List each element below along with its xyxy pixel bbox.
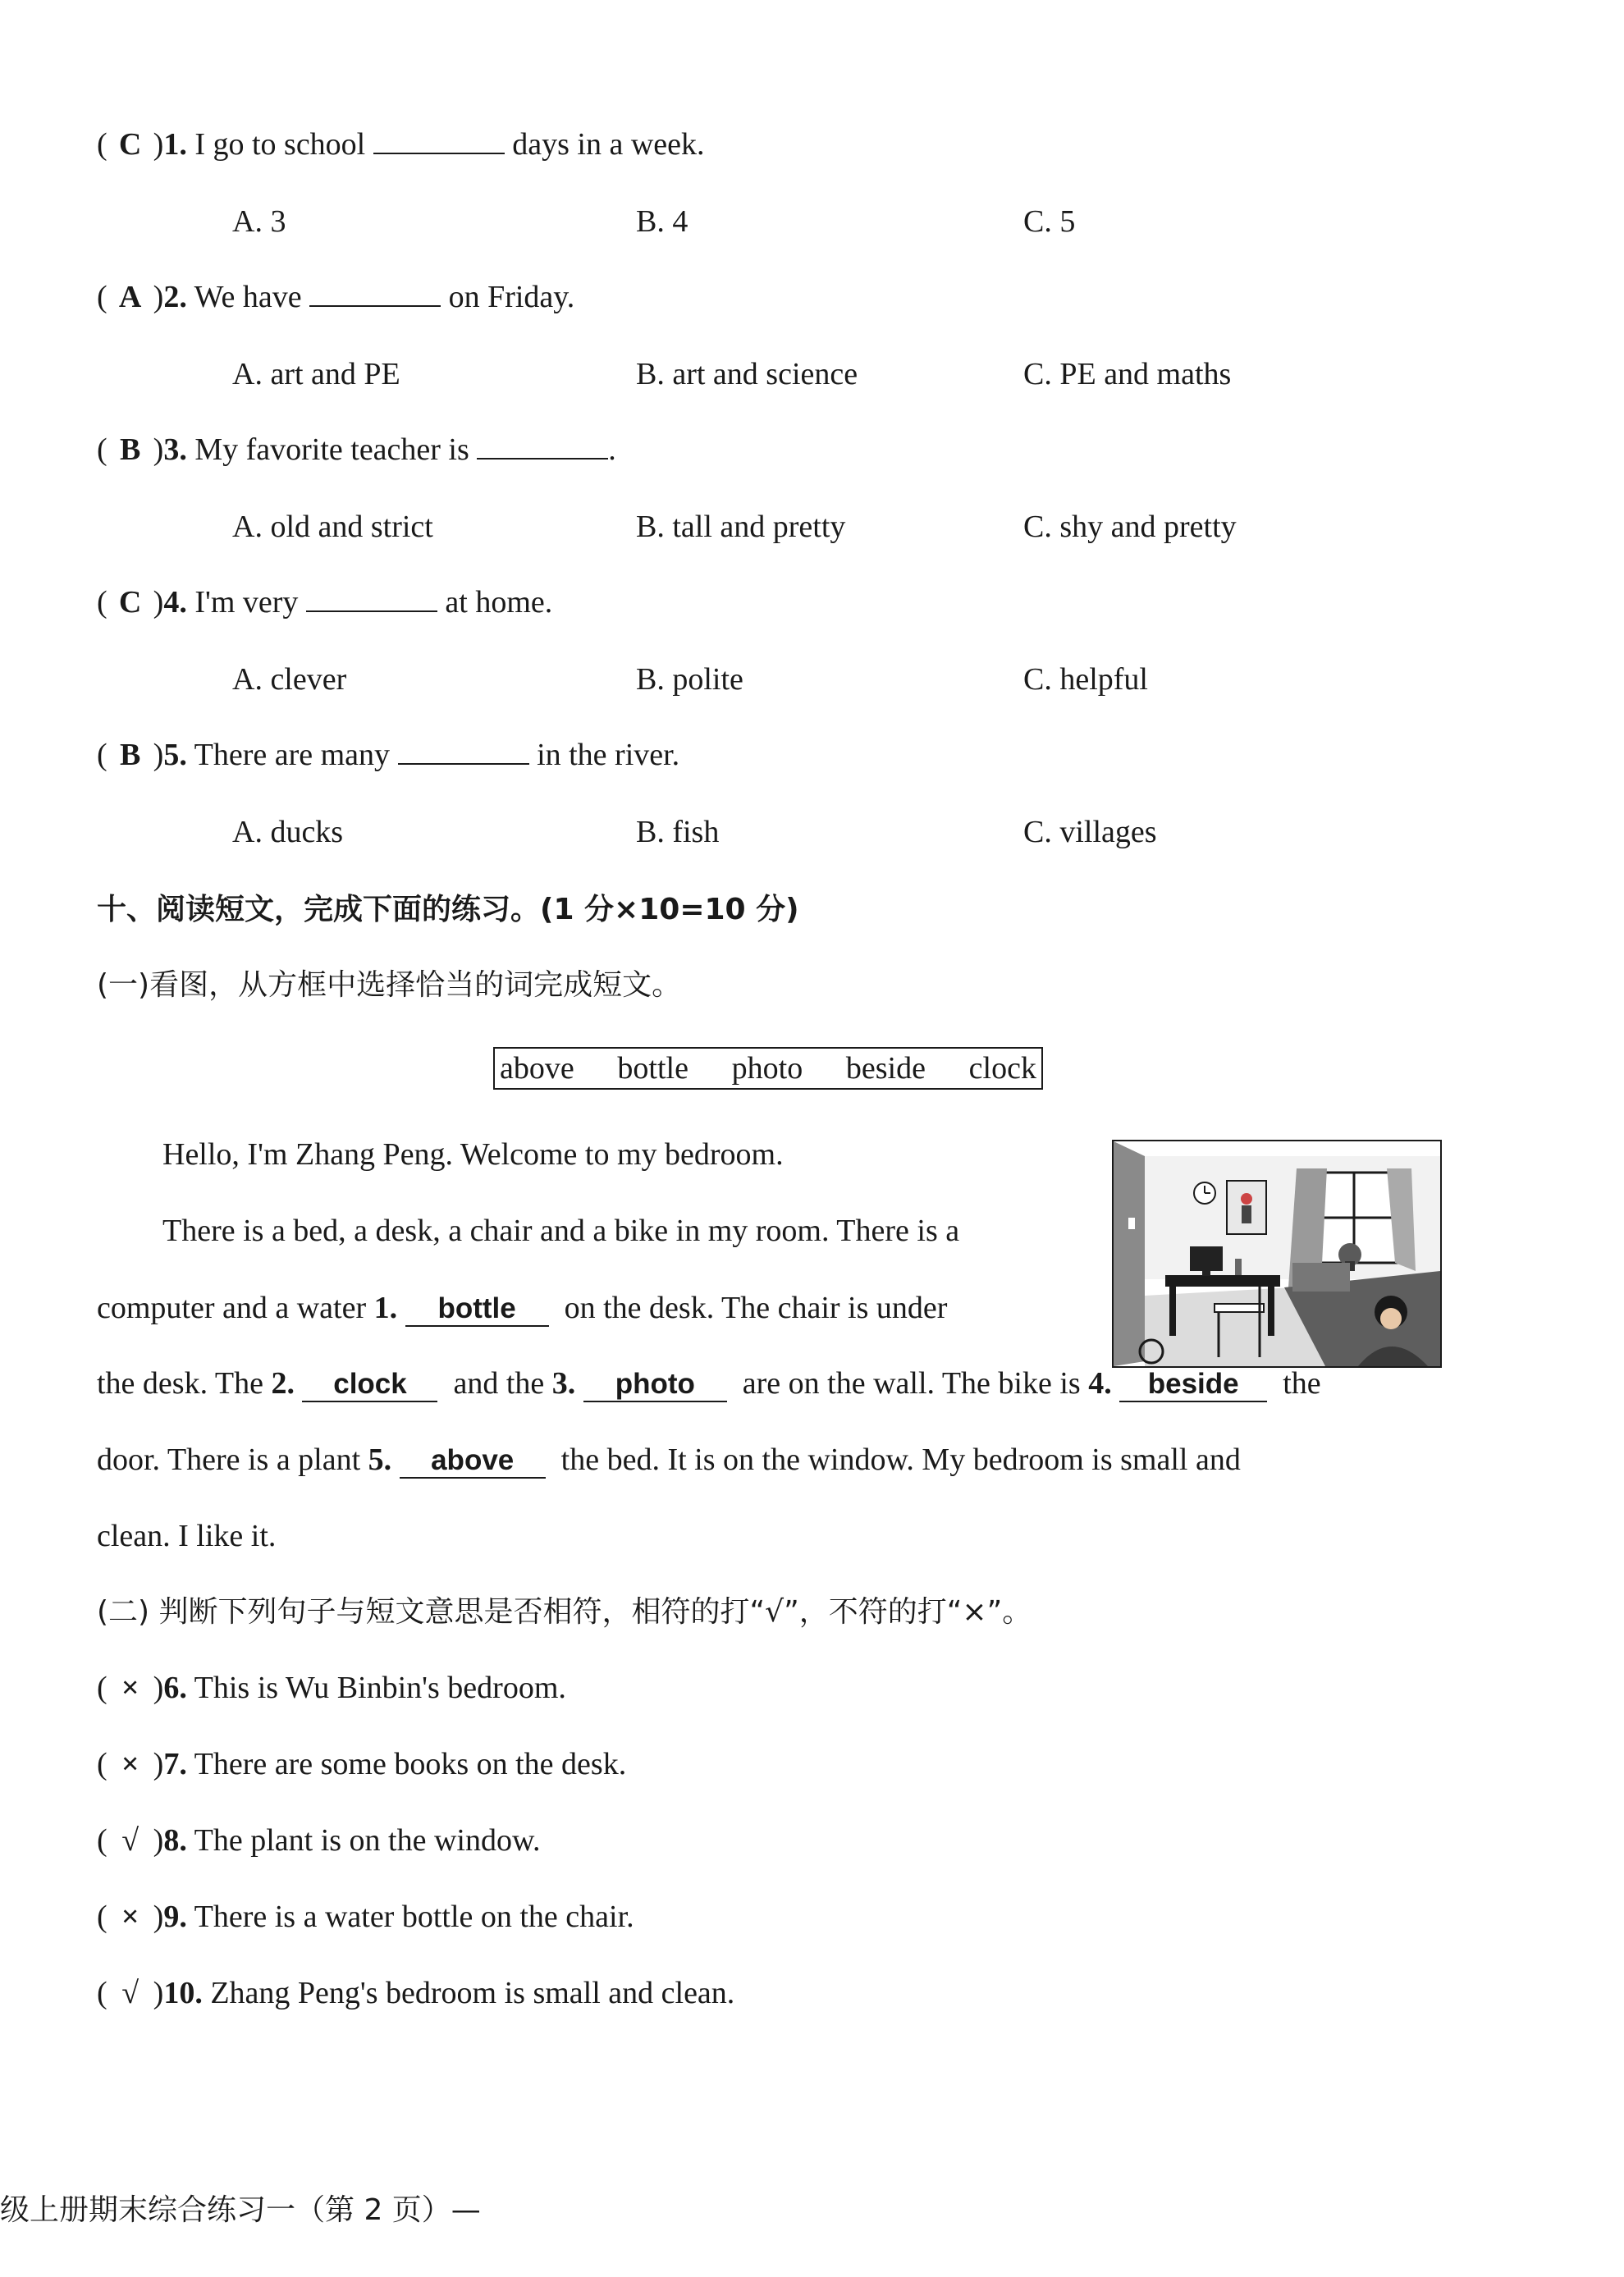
passage-text: the desk. The [97, 1366, 263, 1401]
passage-text: on the desk. The chair is under [564, 1291, 948, 1325]
item-number: 10. [163, 1976, 203, 2010]
option-b: B. fish [636, 815, 720, 849]
word-box [493, 1047, 1043, 1090]
item-text: There are some books on the desk. [194, 1747, 627, 1781]
judge-mark: × [121, 1747, 140, 1781]
option-a: A. art and PE [232, 357, 400, 391]
word-option: beside [845, 1051, 926, 1086]
word-option: above [500, 1051, 574, 1086]
question-text-after: in the river. [537, 738, 680, 772]
blank-number: 5. [368, 1443, 392, 1477]
section-score: (1 分×10=10 分) [540, 893, 799, 926]
question-number: 1. [163, 127, 187, 162]
option-a: A. 3 [232, 204, 286, 239]
passage-text: and the [453, 1366, 545, 1401]
instruction-text: (一)看图，从方框中选择恰当的词完成短文。 [97, 968, 682, 1002]
question-number: 4. [163, 585, 187, 620]
answer-fill-5: above [400, 1445, 546, 1479]
blank-number: 1. [373, 1291, 398, 1325]
item-number: 8. [163, 1823, 187, 1858]
judge-mark: × [121, 1900, 140, 1934]
passage-line-4 [97, 1365, 1321, 1403]
question-number: 5. [163, 738, 187, 772]
option-c: C. villages [1023, 815, 1157, 849]
question-text-before: There are many [194, 738, 391, 772]
passage-text: computer and a water [97, 1291, 367, 1325]
part1-instruction [97, 967, 681, 1004]
answer-2: A [118, 280, 142, 314]
judge-item-8: ( √ )8. The plant is on the window. [97, 1822, 540, 1860]
passage-text: are on the wall. The bike is [742, 1366, 1081, 1401]
item-text: There is a water bottle on the chair. [194, 1900, 634, 1934]
word-option: photo [731, 1051, 803, 1086]
item-text: The plant is on the window. [194, 1823, 541, 1858]
passage-line-1: Hello, I'm Zhang Peng. Welcome to my bedroom. [162, 1137, 784, 1172]
answer-blank [309, 282, 441, 307]
item-number: 7. [163, 1747, 187, 1781]
item-text: This is Wu Binbin's bedroom. [194, 1671, 566, 1705]
answer-blank [373, 130, 505, 154]
question-text-before: We have [194, 280, 302, 314]
blank-number: 3. [551, 1366, 576, 1401]
blank-number: 4. [1088, 1366, 1112, 1401]
answer-fill-4: beside [1119, 1369, 1267, 1402]
question-number: 3. [163, 432, 187, 467]
answer-4: C [118, 585, 142, 620]
judge-item-9: ( × )9. There is a water bottle on the chair. [97, 1899, 634, 1936]
option-c: C. PE and maths [1023, 357, 1232, 391]
answer-fill-1: bottle [405, 1293, 549, 1327]
question-2: ( A )2. We have on Friday. [97, 279, 574, 317]
question-number: 2. [163, 280, 187, 314]
option-a: A. old and strict [232, 510, 433, 544]
word-option: bottle [617, 1051, 688, 1086]
passage-text: the [1283, 1366, 1321, 1401]
answer-1: C [118, 127, 142, 162]
answer-fill-2: clock [302, 1369, 437, 1402]
question-text-before: I'm very [194, 585, 299, 620]
question-1: ( C )1. I go to school days in a week. [97, 126, 705, 164]
option-a: A. ducks [232, 815, 344, 849]
answer-blank [398, 740, 529, 765]
option-c: C. 5 [1023, 204, 1076, 239]
question-text-after: days in a week. [512, 127, 705, 162]
answer-5: B [119, 738, 141, 772]
judge-item-7: ( × )7. There are some books on the desk. [97, 1746, 626, 1784]
question-text-after: on Friday. [448, 280, 575, 314]
question-text-after: . [608, 432, 616, 467]
judge-item-10: ( √ )10. Zhang Peng's bedroom is small and clean. [97, 1975, 734, 2013]
passage-text: the bed. It is on the window. My bedroom is small and [560, 1443, 1241, 1477]
item-number: 6. [163, 1671, 187, 1705]
question-text-before: My favorite teacher is [194, 432, 469, 467]
answer-3: B [119, 432, 141, 467]
option-b: B. 4 [636, 204, 688, 239]
part2-instruction [97, 1593, 1032, 1631]
bedroom-picture [1112, 1140, 1442, 1368]
question-text-before: I go to school [194, 127, 366, 162]
passage-line-2: There is a bed, a desk, a chair and a bike in my room. There is a [162, 1214, 960, 1248]
question-text-after: at home. [445, 585, 553, 620]
blank-number: 2. [271, 1366, 295, 1401]
section-heading [97, 891, 799, 929]
option-c: C. shy and pretty [1023, 510, 1237, 544]
section-title: 十、阅读短文，完成下面的练习。 [97, 893, 541, 926]
answer-fill-3: photo [583, 1369, 727, 1402]
judge-mark: √ [121, 1823, 140, 1858]
instruction-text: (二) 判断下列句子与短文意思是否相符，相符的打“√”，不符的打“×”。 [97, 1595, 1032, 1629]
question-3: ( B )3. My favorite teacher is . [97, 432, 616, 469]
word-option: clock [968, 1051, 1036, 1086]
passage-line-3 [97, 1290, 947, 1328]
judge-item-6: ( × )6. This is Wu Binbin's bedroom. [97, 1670, 566, 1708]
question-5: ( B )5. There are many in the river. [97, 737, 679, 775]
page-footer: 级上册期末综合练习一（第 2 页）— [0, 2193, 481, 2227]
passage-line-6: clean. I like it. [97, 1519, 277, 1553]
judge-mark: √ [121, 1976, 140, 2010]
option-b: B. art and science [636, 357, 858, 391]
passage-text: door. There is a plant [97, 1443, 361, 1477]
option-b: B. tall and pretty [636, 510, 846, 544]
judge-mark: × [121, 1671, 140, 1705]
item-text: Zhang Peng's bedroom is small and clean. [210, 1976, 735, 2010]
answer-blank [306, 588, 437, 612]
answer-blank [477, 435, 608, 460]
option-b: B. polite [636, 662, 743, 697]
option-c: C. helpful [1023, 662, 1148, 697]
item-number: 9. [163, 1900, 187, 1934]
question-4: ( C )4. I'm very at home. [97, 584, 552, 622]
passage-line-5 [97, 1442, 1241, 1479]
option-a: A. clever [232, 662, 347, 697]
